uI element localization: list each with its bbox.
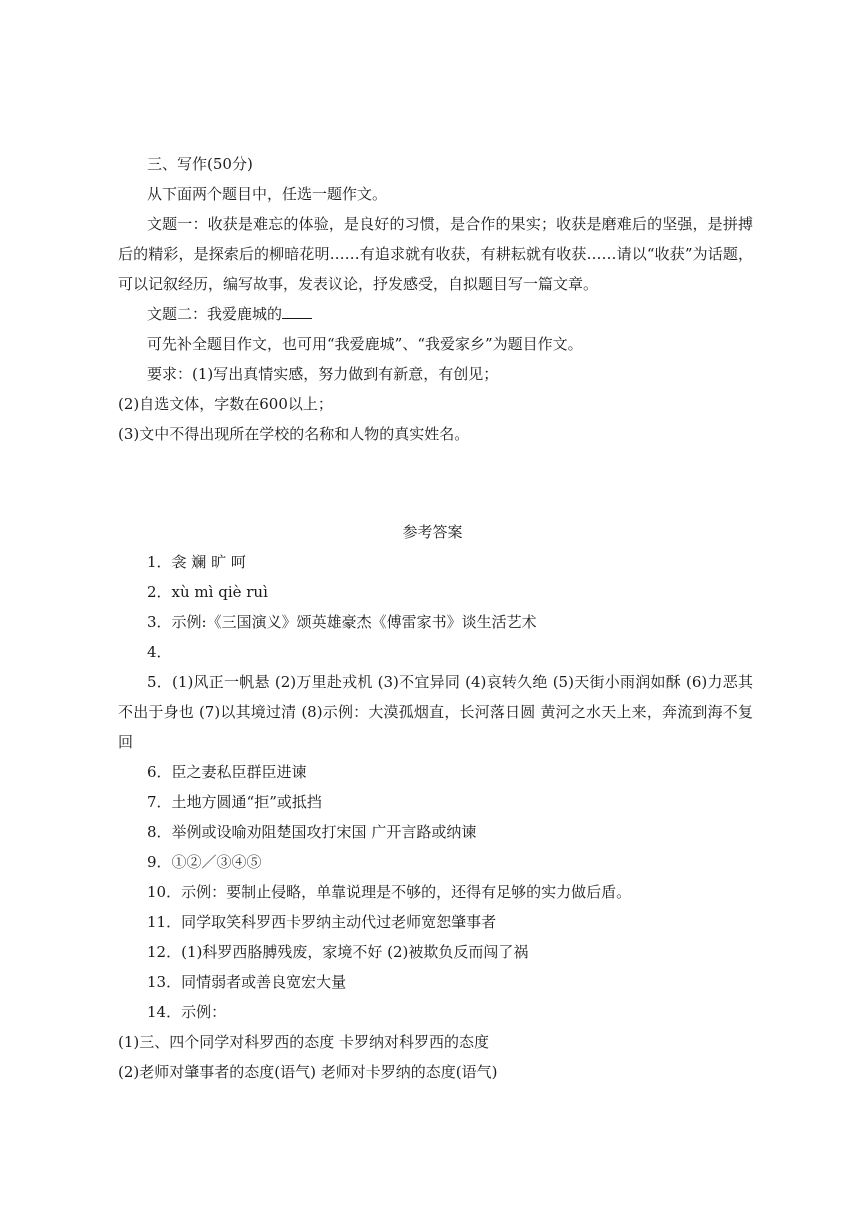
fill-in-blank (282, 304, 312, 319)
writing-topic-2-note: 可先补全题目作文，也可用“我爱鹿城”、“我爱家乡”为题目作文。 (147, 335, 583, 353)
writing-heading: 三、写作(50分) (147, 155, 253, 173)
answer-6: 6．臣之妻私臣群臣进谏 (147, 763, 307, 781)
writing-topic-2 (0, 299, 865, 329)
answers-section (0, 517, 865, 1087)
answer-14-part-1: (1)三、四个同学对科罗西的态度 卡罗纳对科罗西的态度 (118, 1033, 490, 1051)
answer-14: 14．示例： (147, 1003, 227, 1021)
writing-requirement-2: (2)自选文体，字数在600以上； (118, 395, 333, 413)
answer-2: 2．xù mì qiè ruì (147, 583, 268, 601)
topic-2-text: 文题二：我爱鹿城的 (147, 305, 283, 323)
writing-requirement-3: (3)文中不得出现所在学校的名称和人物的真实姓名。 (118, 425, 470, 443)
answer-7: 7．土地方圆通“拒”或抵挡 (147, 793, 322, 811)
answer-14-part-2: (2)老师对肇事者的态度(语气) 老师对卡罗纳的态度(语气) (118, 1063, 498, 1081)
answer-13: 13．同情弱者或善良宽宏大量 (147, 973, 347, 991)
writing-section (0, 149, 865, 449)
answer-12: 12．(1)科罗西胳膊残废，家境不好 (2)被欺负反而闯了祸 (147, 943, 529, 961)
answer-5: 5．(1)风正一帆悬 (2)万里赴戎机 (3)不宜异同 (4)哀转久绝 (5)天街小雨润如酥 (6)力恶其不出于身也 (7)以其境过清 (8)示例：大漠孤烟直，长河落日圆 黄河之水天上来，奔流到海不复回 (118, 673, 753, 751)
answer-8: 8．举例或设喻劝阻楚国攻打宋国 广开言路或纳谏 (147, 823, 477, 841)
answer-10: 10．示例：要制止侵略，单靠说理是不够的，还得有足够的实力做后盾。 (147, 883, 632, 901)
answer-9: 9．①②／③④⑤ (147, 853, 262, 871)
answer-1: 1．衾 斓 旷 呵 (147, 553, 246, 571)
writing-requirement-1: 要求：(1)写出真情实感，努力做到有新意，有创见； (147, 365, 499, 383)
answer-4: 4． (147, 643, 172, 661)
answer-3: 3．示例:《三国演义》颂英雄豪杰《傅雷家书》谈生活艺术 (147, 613, 537, 631)
writing-instruction: 从下面两个题目中，任选一题作文。 (147, 185, 388, 203)
answer-11: 11．同学取笑科罗西卡罗纳主动代过老师宽恕肇事者 (147, 913, 497, 931)
answers-title: 参考答案 (402, 523, 463, 541)
writing-topic-1: 文题一：收获是难忘的体验，是良好的习惯，是合作的果实；收获是磨难后的坚强，是拼搏后的精彩，是探索后的柳暗花明……有追求就有收获，有耕耘就有收获……请以“收获”为话题，可以记叙经历，编写故事，发表议论，抒发感受，自拟题目写一篇文章。 (118, 215, 753, 293)
